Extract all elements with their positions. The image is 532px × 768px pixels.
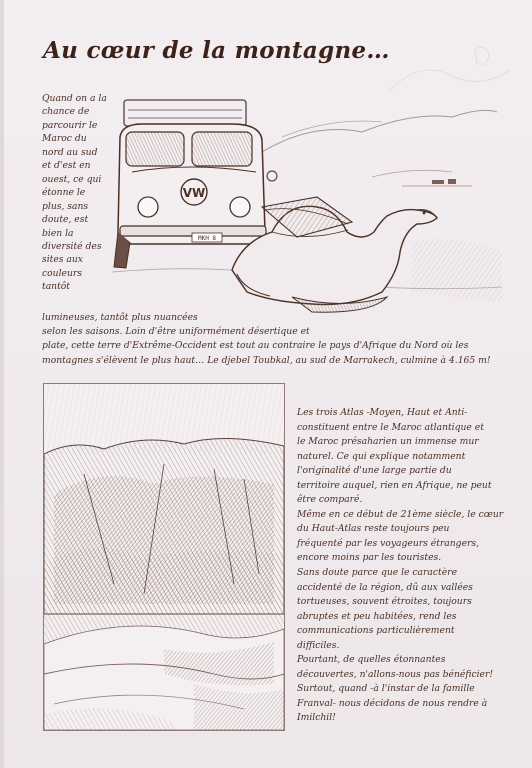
text-line: territoire auquel, rien en Afrique, ne peut <box>297 479 492 491</box>
svg-text:VW: VW <box>182 186 206 200</box>
intro-continuation-text <box>42 311 502 368</box>
text-line: Sans doute parce que le caractère <box>297 567 458 579</box>
text-line: plus, sans <box>42 200 89 212</box>
text-line: du Haut-Atlas reste toujours peu <box>297 523 450 535</box>
text-line: accidenté de la région, dû aux vallées <box>297 581 473 593</box>
page-title: Au cœur de la montagne… <box>43 37 390 64</box>
text-line: Même en ce début de 21ème siècle, le cœur <box>297 508 504 520</box>
text-line: tantôt <box>42 281 71 293</box>
distant-caravan <box>402 179 472 186</box>
text-line: naturel. Ce qui explique notamment <box>297 450 466 462</box>
text-line: tortueuses, souvent étroites, toujours <box>297 596 472 608</box>
mountain-sketch-frame <box>43 383 285 731</box>
binding-shadow <box>0 0 4 768</box>
atlas-mountain-sketch <box>44 384 284 730</box>
text-line: Quand on a la <box>42 93 107 104</box>
text-line: étonne le <box>42 187 86 199</box>
text-line: Pourtant, de quelles étonnantes <box>297 654 446 666</box>
text-line: difficiles. <box>297 639 340 651</box>
text-line: montagnes s'élèvent le plus haut… Le djebel Toubkal, au sud de Marrakech, culmine à 4.165 m! <box>42 354 491 366</box>
text-line: Imilchil! <box>297 712 336 724</box>
text-line: être comparé. <box>297 494 363 506</box>
text-line: Maroc du <box>42 133 87 145</box>
text-line: Surtout, quand -à l'instar de la famille <box>297 683 475 695</box>
text-line: lumineuses, tantôt plus nuancées <box>42 312 198 323</box>
text-line: abruptes et peu habitées, rend les <box>297 610 457 622</box>
text-line: sites aux <box>42 254 83 266</box>
text-line: selon les saisons. Loin d'être uniformément désertique et <box>42 326 310 338</box>
text-line: plate, cette terre d'Extrême-Occident est tout au contraire le pays d'Afrique du Nord où les <box>42 340 469 352</box>
atlas-description-text <box>297 406 502 726</box>
text-line: découvertes, n'allons-nous pas bénéficier! <box>297 668 494 680</box>
text-line: couleurs <box>42 267 82 279</box>
text-line: encore moins par les touristes. <box>297 552 442 564</box>
faint-background-sketch <box>380 40 520 100</box>
license-plate: MKH 8 <box>197 235 217 242</box>
text-line: constituent entre le Maroc atlantique et <box>297 421 484 433</box>
text-line: chance de <box>42 106 90 118</box>
text-line: et d'est en <box>42 160 91 172</box>
text-line: parcourir le <box>42 119 98 131</box>
text-line: bien la <box>42 227 74 239</box>
text-line: fréquenté par les voyageurs étrangers, <box>297 537 480 549</box>
text-line: communications particulièrement <box>297 625 455 637</box>
intro-text-column <box>42 92 118 294</box>
van-and-camel-sketch <box>112 92 502 327</box>
distant-hills <box>262 110 497 177</box>
text-line: Franval- nous décidons de nous rendre à <box>297 697 488 709</box>
text-line: doute, est <box>42 214 89 226</box>
text-line: ouest, ce qui <box>42 173 102 185</box>
text-line: Les trois Atlas -Moyen, Haut et Anti- <box>297 407 468 418</box>
text-line: diversité des <box>42 240 102 252</box>
text-line: le Maroc présaharien un immense mur <box>297 436 479 448</box>
text-line: l'originalité d'une large partie du <box>297 465 452 477</box>
text-line: nord au sud <box>42 146 98 158</box>
